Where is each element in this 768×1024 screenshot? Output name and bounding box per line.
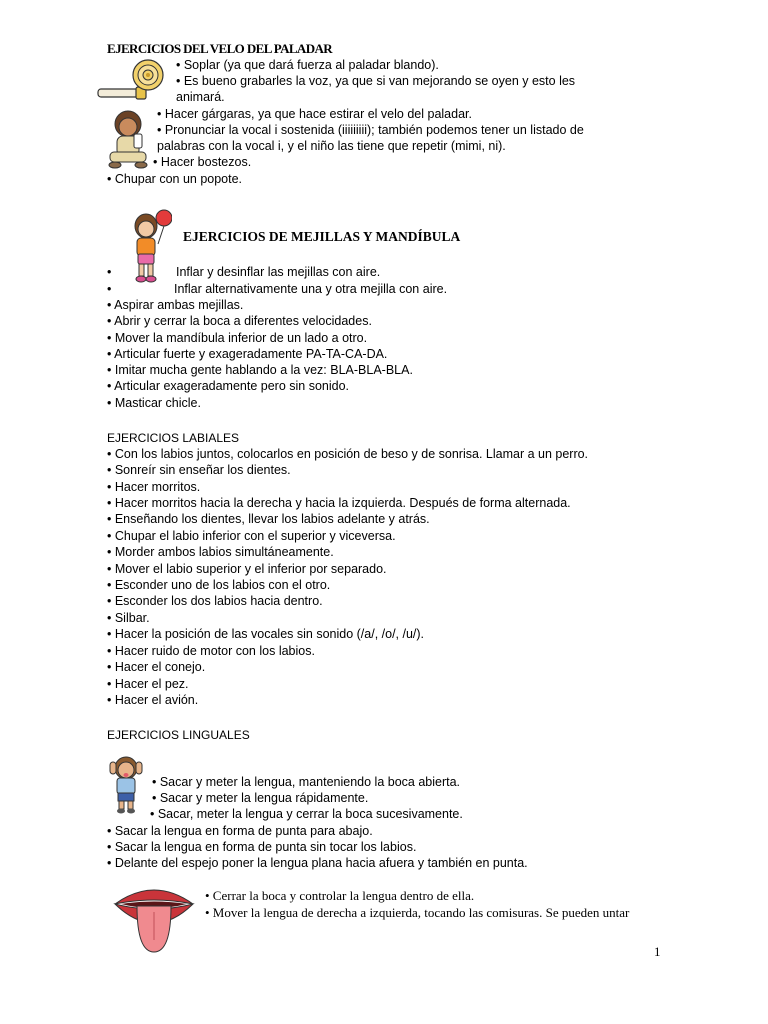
girl-balloon-icon (128, 208, 172, 284)
section-title-velo: EJERCICIOS DEL VELO DEL PALADAR (107, 41, 333, 56)
mejillas-line-4: • Abrir y cerrar la boca a diferentes velocidades. (107, 314, 372, 328)
mejillas-line-6: • Articular fuerte y exageradamente PA-TA-CA-DA. (107, 347, 388, 361)
labiales-line-8: • Mover el labio superior y el inferior por separado. (107, 562, 387, 576)
mejillas-line-2: Inflar alternativamente una y otra mejilla con aire. (174, 282, 448, 296)
labiales-line-11: • Silbar. (107, 611, 150, 625)
mejillas-line-7: • Imitar mucha gente hablando a la vez: BLA-BLA-BLA. (107, 363, 413, 377)
mejillas-bullet-1: • (107, 265, 112, 279)
linguales-line-8: • Mover la lengua de derecha a izquierda, tocando las comisuras. Se pueden untar (205, 905, 630, 920)
page-number: 1 (654, 944, 661, 959)
drinking-child-icon (104, 108, 152, 170)
linguales-line-7: • Cerrar la boca y controlar la lengua dentro de ella. (205, 888, 475, 903)
mouth-tongue-icon (111, 882, 197, 954)
velo-line-3: animará. (176, 90, 225, 104)
velo-line-4: • Hacer gárgaras, ya que hace estirar el velo del paladar. (157, 107, 472, 121)
velo-line-2: • Es bueno grabarles la voz, ya que si van mejorando se oyen y esto les (176, 74, 576, 88)
velo-line-5: • Pronunciar la vocal i sostenida (iiiiiiiii); también podemos tener un listado de (157, 123, 584, 137)
labiales-line-14: • Hacer el conejo. (107, 660, 206, 674)
labiales-line-16: • Hacer el avión. (107, 693, 199, 707)
mejillas-line-5: • Mover la mandíbula inferior de un lado a otro. (107, 331, 368, 345)
labiales-line-7: • Morder ambos labios simultáneamente. (107, 545, 334, 559)
labiales-line-12: • Hacer la posición de las vocales sin sonido (/a/, /o/, /u/). (107, 627, 425, 641)
section-title-labiales: EJERCICIOS LABIALES (107, 431, 240, 445)
mejillas-bullet-2: • (107, 282, 112, 296)
labiales-line-5: • Enseñando los dientes, llevar los labios adelante y atrás. (107, 512, 430, 526)
labiales-line-1: • Con los labios juntos, colocarlos en posición de beso y de sonrisa. Llamar a un perro. (107, 447, 589, 461)
linguales-line-5: • Sacar la lengua en forma de punta sin tocar los labios. (107, 840, 417, 854)
linguales-line-2: • Sacar y meter la lengua rápidamente. (152, 791, 369, 805)
labiales-line-3: • Hacer morritos. (107, 480, 201, 494)
linguales-line-3: • Sacar, meter la lengua y cerrar la boca sucesivamente. (150, 807, 463, 821)
velo-line-7: • Hacer bostezos. (153, 155, 252, 169)
labiales-line-15: • Hacer el pez. (107, 677, 189, 691)
labiales-line-6: • Chupar el labio inferior con el superior y viceversa. (107, 529, 396, 543)
mejillas-line-1: Inflar y desinflar las mejillas con aire. (176, 265, 381, 279)
section-title-mejillas: EJERCICIOS DE MEJILLAS Y MANDÍBULA (183, 229, 461, 244)
labiales-line-9: • Esconder uno de los labios con el otro. (107, 578, 331, 592)
velo-line-6: palabras con la vocal i, y el niño las tiene que repetir (mimi, ni). (157, 139, 506, 153)
party-horn-icon (96, 55, 166, 103)
velo-line-1: • Soplar (ya que dará fuerza al paladar blando). (176, 58, 439, 72)
labiales-line-10: • Esconder los dos labios hacia dentro. (107, 594, 323, 608)
velo-line-8: • Chupar con un popote. (107, 172, 243, 186)
linguales-line-6: • Delante del espejo poner la lengua plana hacia afuera y también en punta. (107, 856, 528, 870)
linguales-line-1: • Sacar y meter la lengua, manteniendo la boca abierta. (152, 775, 461, 789)
boy-tongue-icon (107, 756, 145, 814)
mejillas-line-9: • Masticar chicle. (107, 396, 201, 410)
labiales-line-2: • Sonreír sin enseñar los dientes. (107, 463, 291, 477)
mejillas-line-8: • Articular exageradamente pero sin sonido. (107, 379, 350, 393)
labiales-line-13: • Hacer ruido de motor con los labios. (107, 644, 315, 658)
mejillas-line-3: • Aspirar ambas mejillas. (107, 298, 244, 312)
labiales-line-4: • Hacer morritos hacia la derecha y hacia la izquierda. Después de forma alternada. (107, 496, 571, 510)
section-title-linguales: EJERCICIOS LINGUALES (107, 728, 250, 742)
linguales-line-4: • Sacar la lengua en forma de punta para abajo. (107, 824, 373, 838)
